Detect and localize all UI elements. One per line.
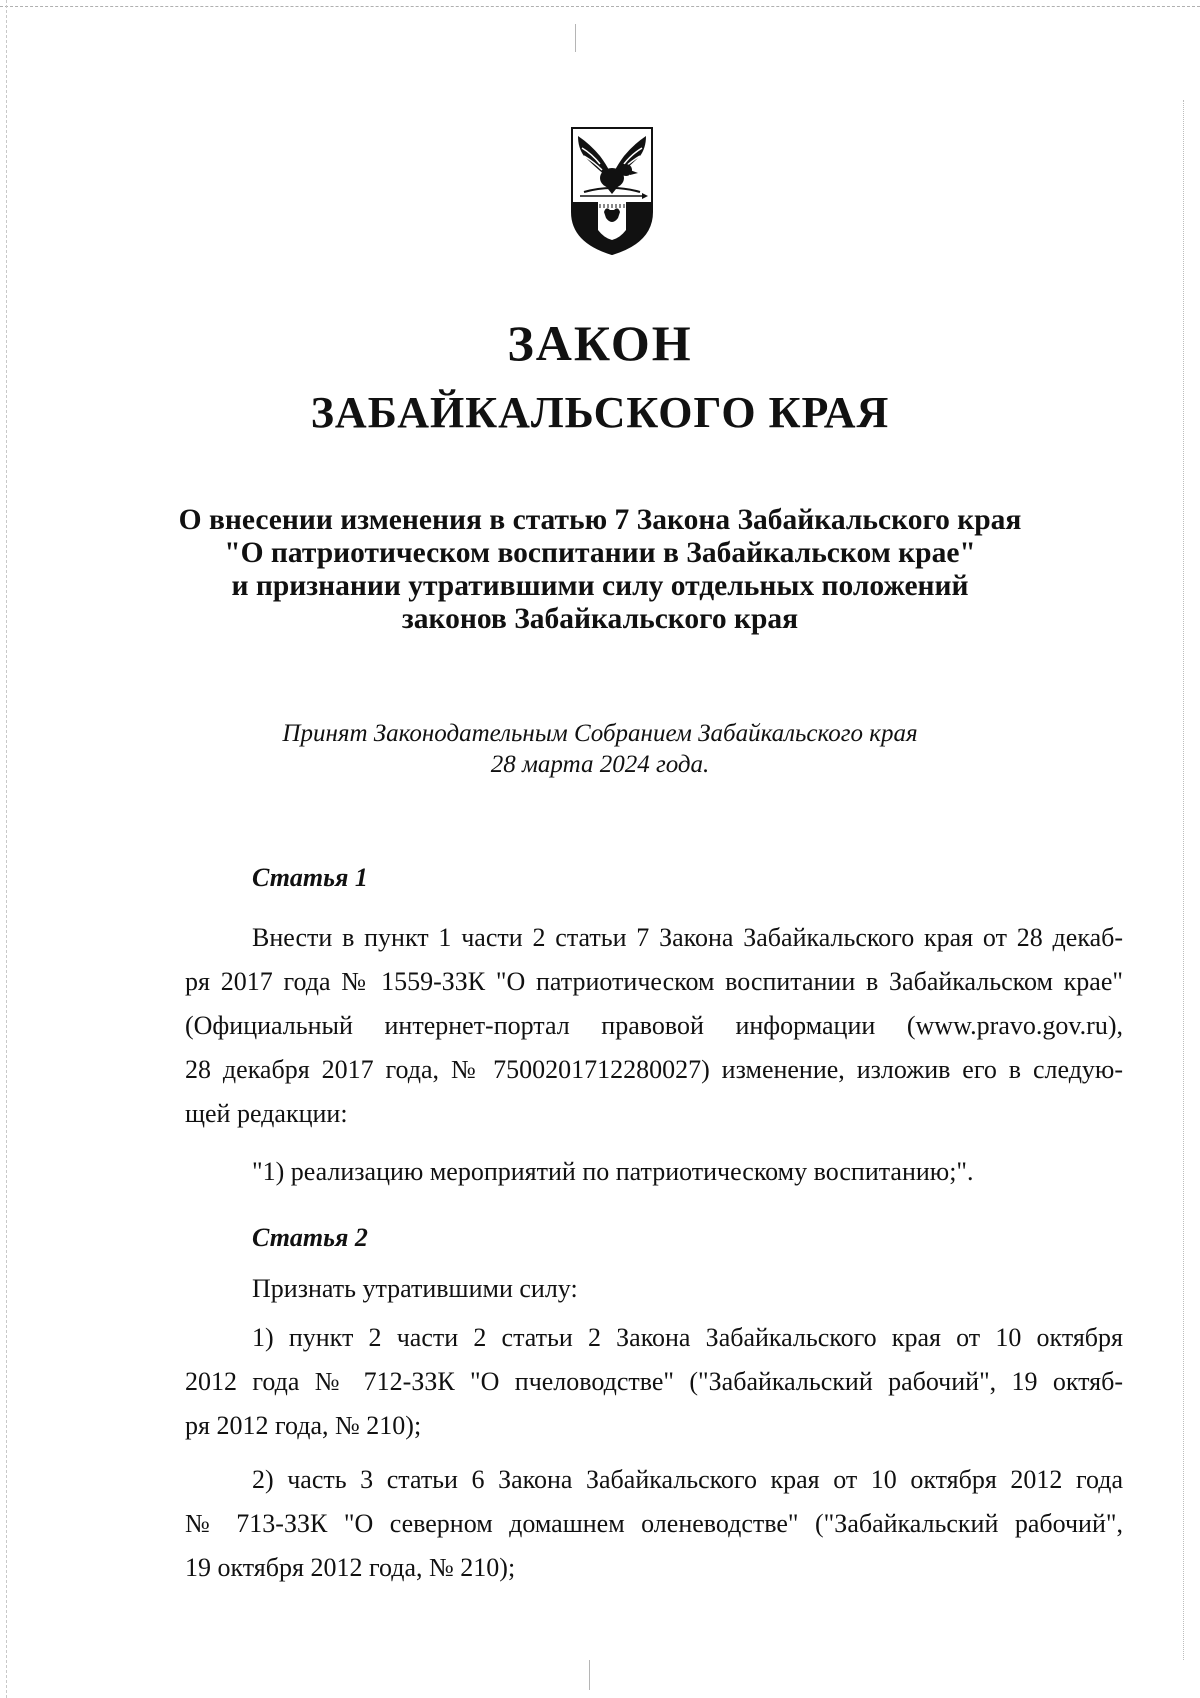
subject-line: и признании утратившими силу отдельных положений — [231, 570, 969, 602]
article-1-line: (Официальный интернет-портал правовой информации (www.pravo.gov.ru), — [185, 1011, 1123, 1040]
scan-mark-bottom — [589, 1660, 590, 1690]
subject-line: "О патриотическом воспитании в Забайкальском крае" — [224, 537, 976, 569]
coat-of-arms-emblem — [570, 126, 654, 256]
scan-mark-top — [575, 24, 576, 52]
article-1-line: ря 2017 года № 1559-ЗЗК "О патриотическом воспитании в Забайкальском крае" — [185, 967, 1123, 996]
adoption-note — [150, 718, 1050, 780]
article-1-heading: Статья 1 — [252, 863, 368, 892]
article-2-line: 2012 года № 712-ЗЗК "О пчеловодстве" ("Забайкальский рабочий", 19 октяб- — [185, 1367, 1123, 1396]
law-subject — [150, 504, 1050, 636]
article-2-line: Признать утратившими силу: — [252, 1274, 578, 1303]
article-2-line: № 713-ЗЗК "О северном домашнем оленеводстве" ("Забайкальский рабочий", — [185, 1509, 1123, 1538]
document-type-title: ЗАКОН — [507, 315, 693, 371]
subject-line: О внесении изменения в статью 7 Закона Забайкальского края — [178, 504, 1022, 536]
region-title: ЗАБАЙКАЛЬСКОГО КРАЯ — [310, 388, 890, 437]
article-2-heading: Статья 2 — [252, 1223, 368, 1252]
article-2-line: ря 2012 года, № 210); — [185, 1411, 422, 1440]
article-1-line: 28 декабря 2017 года, № 7500201712280027) изменение, изложив его в следую- — [185, 1055, 1123, 1084]
article-1-line: щей редакции: — [185, 1099, 348, 1128]
scan-edge-top — [0, 6, 1200, 7]
article-1-amendment-text: "1) реализацию мероприятий по патриотическому воспитанию;". — [252, 1157, 974, 1186]
adoption-line: Принят Законодательным Собранием Забайкальского края — [282, 720, 918, 747]
article-2-line: 19 октября 2012 года, № 210); — [185, 1553, 516, 1582]
article-2-item-2: 2) часть 3 статьи 6 Закона Забайкальского края от 10 октября 2012 года — [252, 1465, 1123, 1494]
article-1-line: Внести в пункт 1 части 2 статьи 7 Закона Забайкальского края от 28 декаб- — [252, 923, 1123, 952]
article-2-item-1: 1) пункт 2 части 2 статьи 2 Закона Забайкальского края от 10 октября — [252, 1323, 1123, 1352]
scan-edge-left — [6, 0, 7, 1698]
subject-line: законов Забайкальского края — [401, 603, 799, 635]
adoption-date: 28 марта 2024 года. — [490, 751, 710, 778]
